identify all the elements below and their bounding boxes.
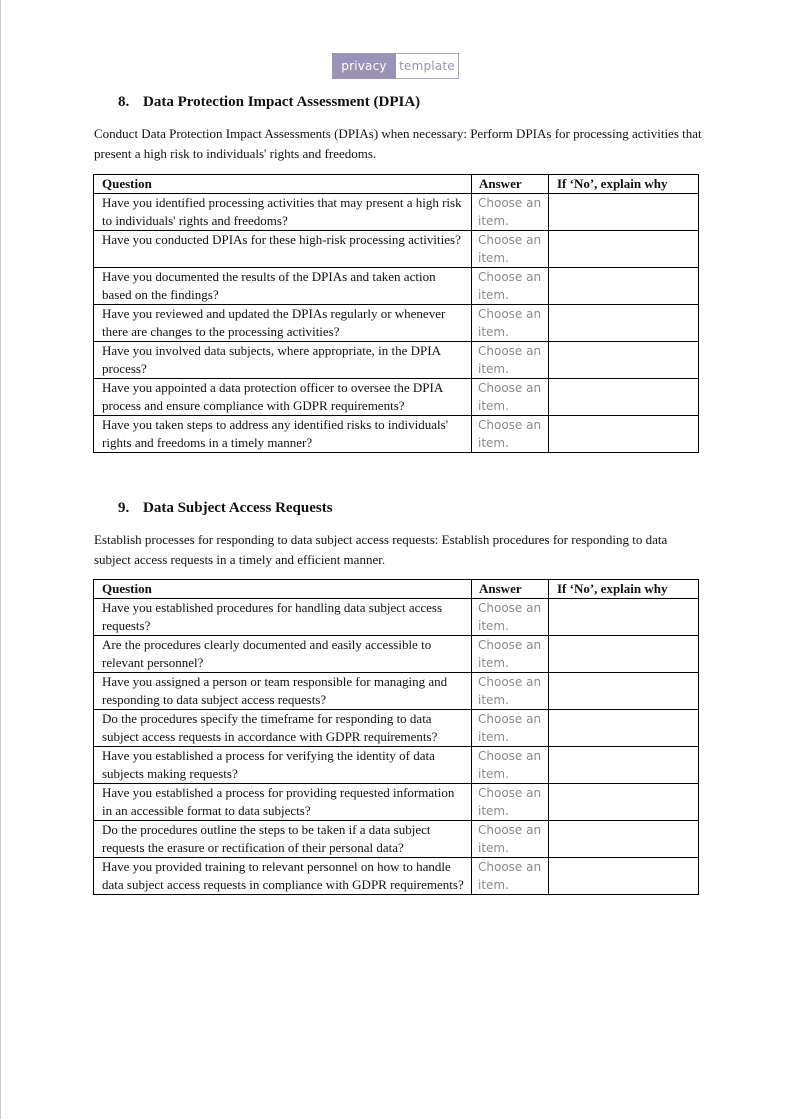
explanation-field[interactable] <box>549 379 699 416</box>
logo-left-text: privacy <box>332 53 396 79</box>
table-row <box>94 379 699 416</box>
answer-dropdown[interactable]: Choose an item. <box>472 710 549 747</box>
question-header: Question <box>94 580 472 599</box>
section-9-intro: Establish processes for responding to data subject access requests: Establish procedures for responding to data subject access requests in a timely and efficient manner. <box>94 532 668 567</box>
answer-header: Answer <box>472 580 549 599</box>
question-cell: Have you assigned a person or team responsible for managing and responding to data subject access requests? <box>94 673 472 710</box>
answer-dropdown[interactable]: Choose an item. <box>472 821 549 858</box>
table-header-row <box>94 580 699 599</box>
section-9-title: Data Subject Access Requests <box>143 500 333 516</box>
section-9-number: 9. <box>118 500 130 516</box>
dsar-checklist-table <box>93 579 699 895</box>
answer-dropdown[interactable]: Choose an item. <box>472 747 549 784</box>
question-cell: Have you involved data subjects, where appropriate, in the DPIA process? <box>94 342 472 379</box>
explain-header: If ‘No’, explain why <box>549 580 699 599</box>
answer-dropdown[interactable]: Choose an item. <box>472 673 549 710</box>
answer-dropdown[interactable]: Choose an item. <box>472 599 549 636</box>
table-row <box>94 858 699 895</box>
table-row <box>94 710 699 747</box>
answer-dropdown[interactable]: Choose an item. <box>472 342 549 379</box>
explanation-field[interactable] <box>549 636 699 673</box>
table-row <box>94 416 699 453</box>
question-cell: Have you appointed a data protection officer to oversee the DPIA process and ensure compliance with GDPR requirements? <box>94 379 472 416</box>
question-cell: Do the procedures specify the timeframe for responding to data subject access requests in accordance with GDPR requirements? <box>94 710 472 747</box>
section-9-heading <box>118 500 333 517</box>
answer-dropdown[interactable]: Choose an item. <box>472 636 549 673</box>
answer-dropdown[interactable]: Choose an item. <box>472 784 549 821</box>
explanation-field[interactable] <box>549 784 699 821</box>
table-row <box>94 342 699 379</box>
table-row <box>94 194 699 231</box>
explanation-field[interactable] <box>549 305 699 342</box>
table-row <box>94 747 699 784</box>
question-cell: Have you taken steps to address any identified risks to individuals' rights and freedoms in a timely manner? <box>94 416 472 453</box>
section-8-title: Data Protection Impact Assessment (DPIA) <box>143 94 421 110</box>
answer-dropdown[interactable]: Choose an item. <box>472 416 549 453</box>
question-header: Question <box>94 175 472 194</box>
answer-dropdown[interactable]: Choose an item. <box>472 305 549 342</box>
section-8-intro: Conduct Data Protection Impact Assessments (DPIAs) when necessary: Perform DPIAs for processing activities that present a high risk to individuals' rights and freedoms. <box>94 126 702 161</box>
question-cell: Have you identified processing activities that may present a high risk to individuals' rights and freedoms? <box>94 194 472 231</box>
explanation-field[interactable] <box>549 858 699 895</box>
section-8-number: 8. <box>118 94 130 110</box>
explain-header: If ‘No’, explain why <box>549 175 699 194</box>
table-row <box>94 636 699 673</box>
answer-dropdown[interactable]: Choose an item. <box>472 231 549 268</box>
table-header-row <box>94 175 699 194</box>
answer-header: Answer <box>472 175 549 194</box>
explanation-field[interactable] <box>549 342 699 379</box>
answer-dropdown[interactable]: Choose an item. <box>472 379 549 416</box>
question-cell: Have you established procedures for handling data subject access requests? <box>94 599 472 636</box>
table-row <box>94 673 699 710</box>
question-cell: Are the procedures clearly documented and easily accessible to relevant personnel? <box>94 636 472 673</box>
answer-dropdown[interactable]: Choose an item. <box>472 194 549 231</box>
question-cell: Have you established a process for providing requested information in an accessible format to data subjects? <box>94 784 472 821</box>
question-cell: Have you reviewed and updated the DPIAs regularly or whenever there are changes to the processing activities? <box>94 305 472 342</box>
question-cell: Have you established a process for verifying the identity of data subjects making requests? <box>94 747 472 784</box>
explanation-field[interactable] <box>549 821 699 858</box>
explanation-field[interactable] <box>549 231 699 268</box>
explanation-field[interactable] <box>549 416 699 453</box>
table-row <box>94 821 699 858</box>
table-row <box>94 784 699 821</box>
question-cell: Have you conducted DPIAs for these high-risk processing activities? <box>94 231 472 268</box>
table-row <box>94 599 699 636</box>
dpia-checklist-table <box>93 174 699 453</box>
answer-dropdown[interactable]: Choose an item. <box>472 858 549 895</box>
explanation-field[interactable] <box>549 747 699 784</box>
table-row <box>94 305 699 342</box>
answer-dropdown[interactable]: Choose an item. <box>472 268 549 305</box>
explanation-field[interactable] <box>549 673 699 710</box>
logo-right-text: template <box>396 53 459 79</box>
page-edge <box>0 0 1 1119</box>
section-8-heading <box>118 94 420 111</box>
explanation-field[interactable] <box>549 710 699 747</box>
privacy-template-logo <box>332 53 460 79</box>
table-row <box>94 231 699 268</box>
question-cell: Have you provided training to relevant personnel on how to handle data subject access requests in compliance with GDPR requirements? <box>94 858 472 895</box>
question-cell: Do the procedures outline the steps to be taken if a data subject requests the erasure or rectification of their personal data? <box>94 821 472 858</box>
table-row <box>94 268 699 305</box>
question-cell: Have you documented the results of the DPIAs and taken action based on the findings? <box>94 268 472 305</box>
explanation-field[interactable] <box>549 599 699 636</box>
explanation-field[interactable] <box>549 268 699 305</box>
explanation-field[interactable] <box>549 194 699 231</box>
